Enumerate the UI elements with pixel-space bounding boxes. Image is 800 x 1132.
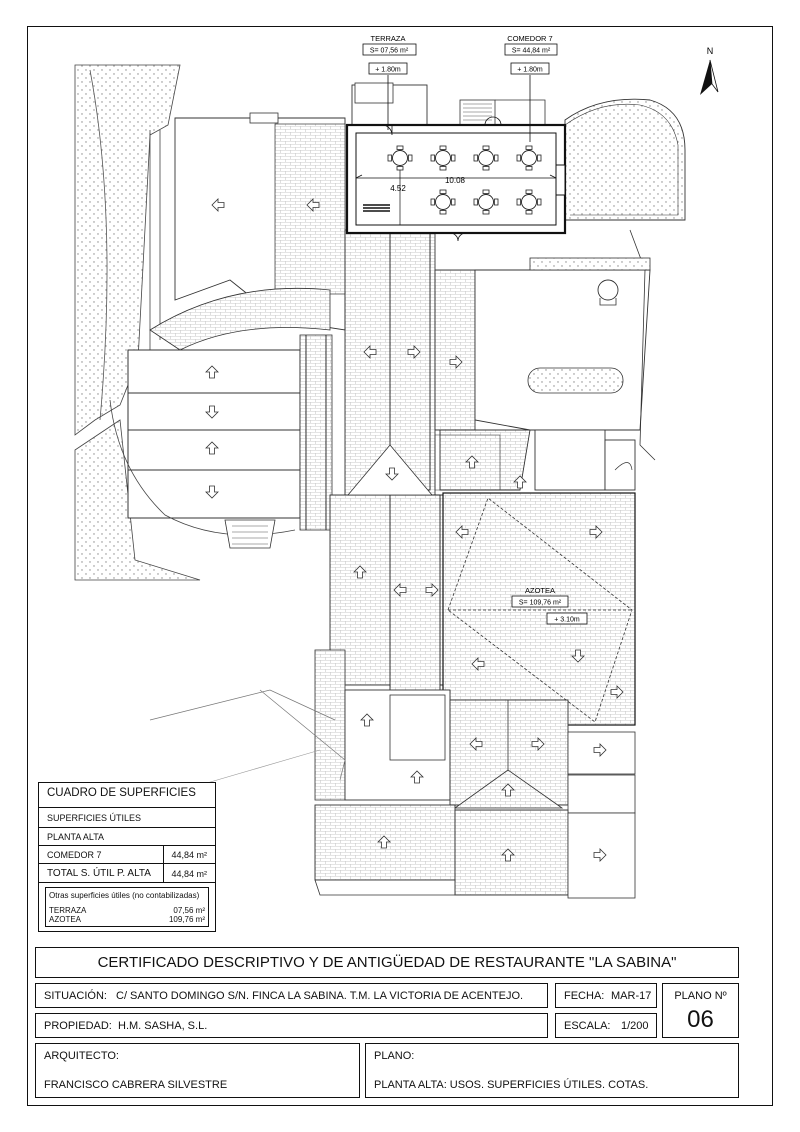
escala-box (555, 1013, 657, 1038)
propiedad-box (35, 1013, 548, 1038)
room-area: S= 109,76 m² (518, 599, 562, 607)
north-arrow-icon (700, 46, 718, 95)
arquitecto-label: ARQUITECTO: (44, 1050, 119, 1062)
arquitecto-value: FRANCISCO CABRERA SILVESTRE (44, 1079, 228, 1091)
other-area-value: 07,56 m² (173, 906, 205, 915)
room-name: TERRAZA (370, 34, 406, 43)
total-label: TOTAL S. ÚTIL P. ALTA (47, 868, 151, 879)
room-name: COMEDOR 7 (507, 34, 553, 43)
fecha-box (555, 983, 657, 1008)
label-terraza (363, 34, 416, 74)
title-box (35, 947, 739, 978)
room-level: + 1.80m (375, 66, 401, 74)
room-name: AZOTEA (524, 586, 556, 595)
room-area: S= 44,84 m² (511, 47, 551, 55)
plano-box (365, 1043, 739, 1098)
areas-planta: PLANTA ALTA (47, 832, 105, 842)
dim-width: 10.08 (444, 176, 466, 185)
row-label: COMEDOR 7 (47, 850, 102, 860)
plano-label: PLANO: (374, 1050, 415, 1062)
other-area-value: 109,76 m² (168, 915, 205, 924)
plano-value: PLANTA ALTA: USOS. SUPERFICIES ÚTILES. COTAS. (374, 1079, 649, 1091)
cell-divider (163, 846, 164, 863)
arquitecto-box (35, 1043, 360, 1098)
cell-divider (163, 864, 164, 883)
dim-depth: 4.52 (390, 184, 406, 193)
areas-table-title: CUADRO DE SUPERFICIES (47, 787, 196, 799)
situacion-label: SITUACIÓN: (44, 990, 107, 1002)
total-value: 44,84 m² (171, 869, 207, 879)
escala-value: 1/200 (621, 1020, 649, 1032)
other-area-label: AZOTEA (49, 915, 82, 924)
other-area-label: TERRAZA (49, 906, 87, 915)
plano-number-label: PLANO Nº (674, 990, 727, 1002)
propiedad-label: PROPIEDAD: (44, 1020, 112, 1032)
areas-subtitle-row (39, 807, 215, 827)
other-areas-box (45, 887, 209, 927)
areas-planta-row (39, 827, 215, 845)
row-value: 44,84 m² (171, 850, 207, 860)
situacion-value: C/ SANTO DOMINGO S/N. FINCA LA SABINA. T.M. LA VICTORIA DE ACENTEJO. (116, 990, 524, 1002)
fecha-label: FECHA: (564, 990, 605, 1002)
label-comedor-7 (505, 34, 557, 74)
other-areas-title: Otras superficies útiles (no contabilizadas) (49, 891, 200, 900)
areas-table (38, 782, 216, 932)
room-level: + 3.10m (554, 616, 580, 624)
plano-number-box (662, 983, 739, 1038)
total-row (39, 863, 215, 883)
situacion-box (35, 983, 548, 1008)
document-title: CERTIFICADO DESCRIPTIVO Y DE ANTIGÜEDAD DE RESTAURANTE "LA SABINA" (97, 954, 677, 971)
room-level: + 1.80m (517, 66, 543, 74)
north-label: N (706, 46, 714, 56)
table-row (39, 845, 215, 863)
escala-label: ESCALA: (564, 1020, 611, 1032)
propiedad-value: H.M. SASHA, S.L. (118, 1020, 208, 1032)
room-area: S= 07,56 m² (369, 47, 409, 55)
areas-subtitle: SUPERFICIES ÚTILES (47, 813, 142, 823)
fecha-value: MAR-17 (611, 990, 652, 1002)
plano-number: 06 (687, 1006, 714, 1033)
